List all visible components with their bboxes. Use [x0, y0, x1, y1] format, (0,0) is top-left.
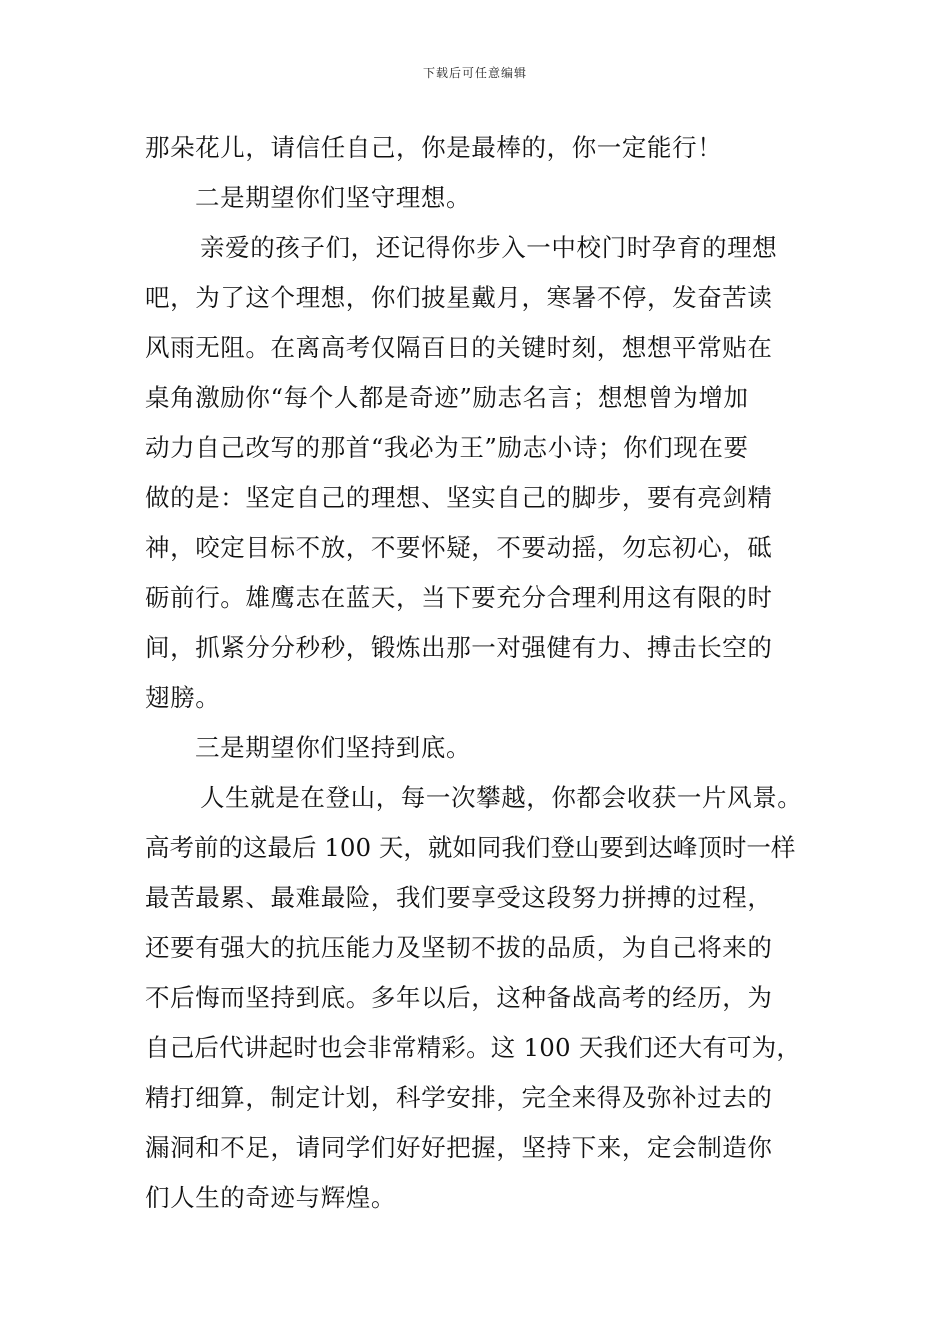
text-line: 不后悔而坚持到底。多年以后，这种备战高考的经历，为 [145, 983, 773, 1012]
page-header: 下载后可任意编辑 [422, 66, 527, 80]
text-line: 还要有强大的抗压能力及坚韧不拔的品质，为自己将来的 [145, 933, 773, 962]
text-line: 桌角激励你“每个人都是奇迹”励志名言；想想曾为增加 [145, 383, 749, 412]
text-line: 神，咬定目标不放，不要怀疑，不要动摇，勿忘初心，砥 [145, 533, 773, 562]
text-line: 们人生的奇迹与辉煌。 [145, 1183, 396, 1212]
text-line: 动力自己改写的那首“我必为王”励志小诗；你们现在要 [145, 433, 749, 462]
text-line: 吧，为了这个理想，你们披星戴月，寒暑不停，发奋苦读 [145, 283, 773, 312]
section-heading: 二是期望你们坚守理想。 [195, 183, 472, 212]
text-line: 精打细算，制定计划，科学安排，完全来得及弥补过去的 [145, 1083, 773, 1112]
text-line: 漏洞和不足，请同学们好好把握，坚持下来，定会制造你 [145, 1133, 773, 1162]
text-line: 那朵花儿，请信任自己，你是最棒的，你一定能行！ [145, 133, 723, 162]
text-line: 间，抓紧分分秒秒，锻炼出那一对强健有力、搏击长空的 [145, 633, 773, 662]
text-line: 做的是：坚定自己的理想、坚实自己的脚步，要有亮剑精 [145, 483, 773, 512]
text-line: 人生就是在登山，每一次攀越，你都会收获一片风景。 [200, 783, 803, 812]
text-line: 最苦最累、最难最险，我们要享受这段努力拼搏的过程， [145, 883, 773, 912]
text-line: 翅膀。 [145, 683, 221, 712]
text-line: 砺前行。雄鹰志在蓝天，当下要充分合理利用这有限的时 [145, 583, 773, 612]
text-line: 自己后代讲起时也会非常精彩。这 100 天我们还大有可为， [145, 1033, 802, 1062]
text-line: 亲爱的孩子们，还记得你步入一中校门时孕育的理想 [200, 233, 778, 262]
text-line: 高考前的这最后 100 天，就如同我们登山要到达峰顶时一样 [145, 833, 796, 862]
section-heading: 三是期望你们坚持到底。 [195, 733, 472, 762]
text-line: 风雨无阻。在离高考仅隔百日的关键时刻，想想平常贴在 [145, 333, 773, 362]
